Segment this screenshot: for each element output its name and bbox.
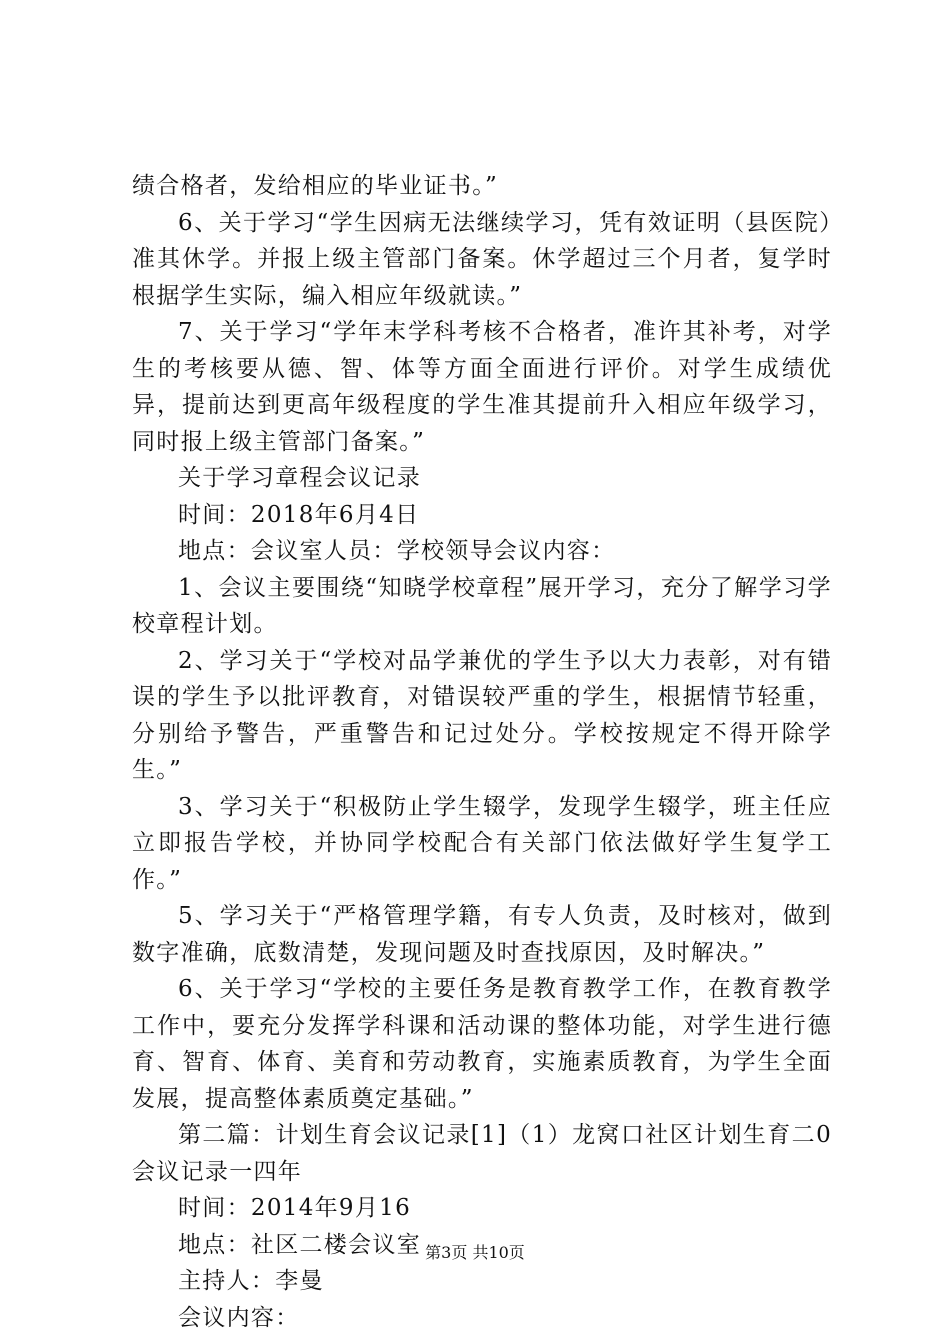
- meeting-host: 主持人：李曼: [178, 1268, 324, 1294]
- meeting-time-2014: 时间：2014年9月16: [178, 1195, 412, 1221]
- page-number: 第3页 共10页: [425, 1243, 525, 1262]
- paragraph-continuation: 绩合格者，发给相应的毕业证书。”: [132, 173, 499, 199]
- section-title-charter-meeting: 关于学习章程会议记录: [178, 465, 421, 491]
- meeting-location-2014: 地点：社区二楼会议室: [178, 1231, 421, 1258]
- meeting-content-label: 会议内容：: [178, 1304, 300, 1331]
- document-body: [132, 168, 832, 1336]
- paragraph-item-6-sick-leave: 6、关于学习“学生因病无法继续学习，凭有效证明（县医院）准其休学。并报上级主管部门备案。休学超过三个月者，复学时根据学生实际，编入相应年级就读。”: [132, 209, 832, 309]
- paragraph-item-1: 1、会议主要围绕“知晓学校章程”展开学习，充分了解学习学校章程计划。: [132, 574, 832, 637]
- paragraph-item-6-main-task: 6、关于学习“学校的主要任务是教育教学工作，在教育教学工作中，要充分发挥学科课和活动课的整体功能，对学生进行德育、智育、体育、美育和劳动教育，实施素质教育，为学生全面发展，提高整体素质奠定基础。”: [132, 976, 832, 1112]
- section-title-family-planning: 第二篇：计划生育会议记录[1]（1）龙窝口社区计划生育二0会议记录一四年: [132, 1122, 832, 1185]
- paragraph-item-5: 5、学习关于“严格管理学籍，有专人负责，及时核对，做到数字准确，底数清楚，发现问题及时查找原因，及时解决。”: [132, 903, 832, 966]
- meeting-location: 地点：会议室人员：学校领导会议内容：: [178, 538, 616, 564]
- paragraph-item-2: 2、学习关于“学校对品学兼优的学生予以大力表彰，对有错误的学生予以批评教育，对错误较严重的学生，根据情节轻重，分别给予警告，严重警告和记过处分。学校按规定不得开除学生。”: [132, 647, 832, 783]
- paragraph-item-7-exam: 7、关于学习“学年末学科考核不合格者，准许其补考，对学生的考核要从德、智、体等方面全面进行评价。对学生成绩优异，提前达到更高年级程度的学生准其提前升入相应年级学习，同时报上级主管部门备案。”: [132, 319, 832, 455]
- meeting-time: 时间：2018年6月4日: [178, 501, 420, 528]
- paragraph-item-3: 3、学习关于“积极防止学生辍学，发现学生辍学，班主任应立即报告学校，并协同学校配合有关部门依法做好学生复学工作。”: [132, 793, 832, 893]
